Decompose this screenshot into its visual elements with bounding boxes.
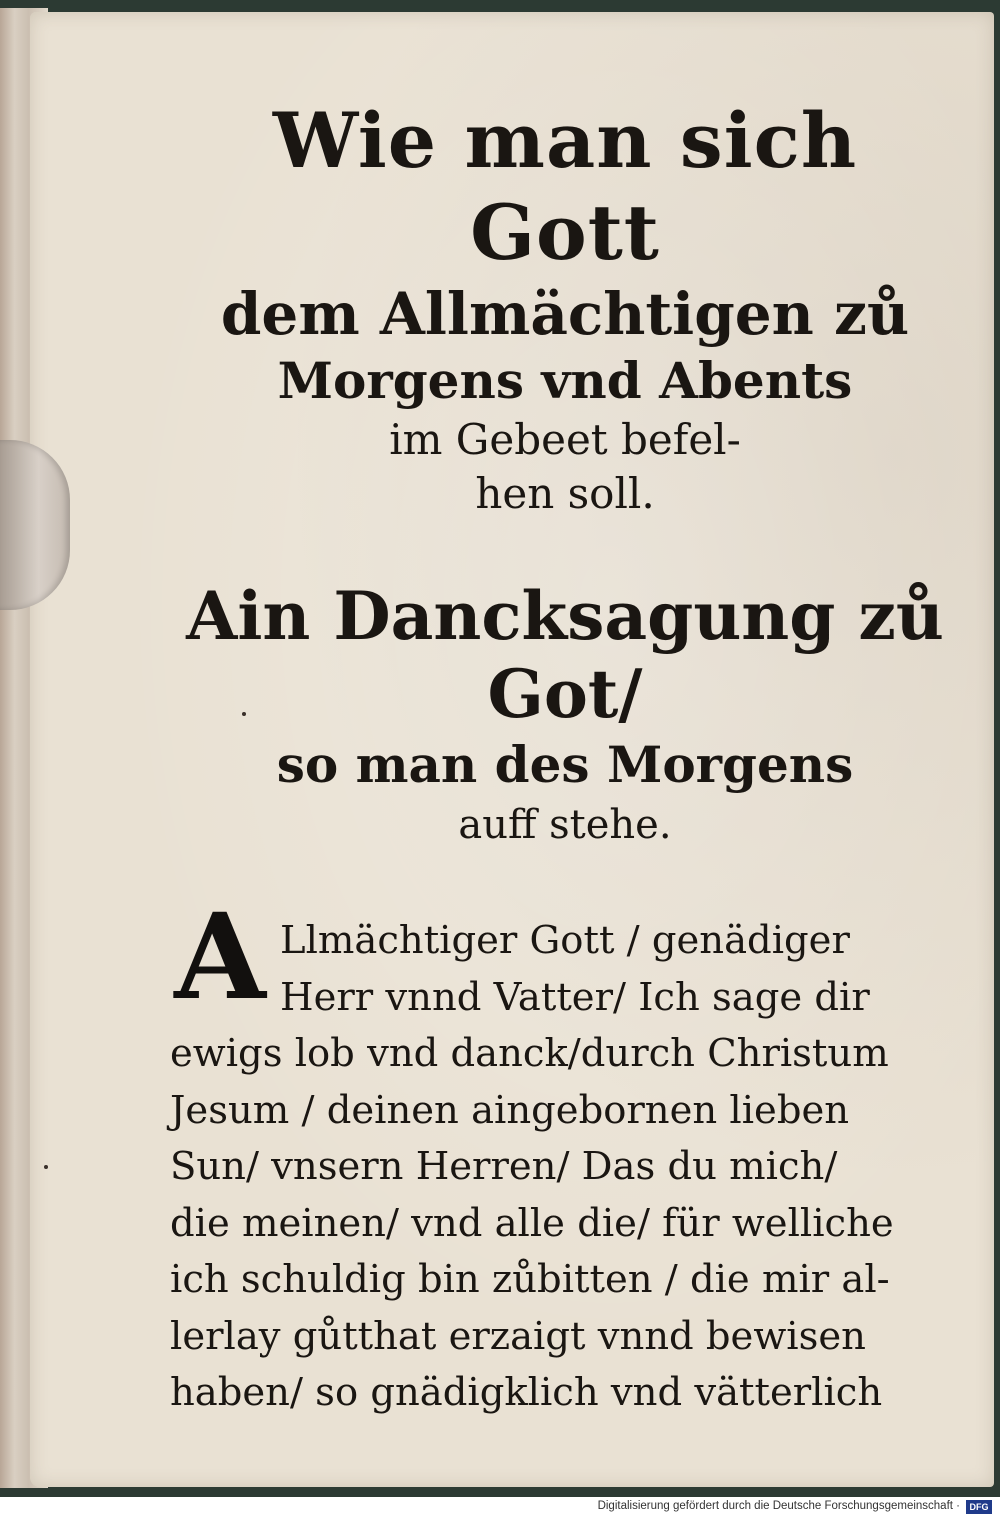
prayer-text (170, 887, 960, 1422)
text-line: lerlay gůtthat erzaigt vnnd bewisen (170, 1313, 866, 1359)
title-line: im Gebeet befel- (389, 415, 741, 464)
heading-line: Ain Dancksagung zů Got/ (186, 577, 944, 733)
title-line: Wie man sich Gott (272, 96, 858, 277)
page-text (170, 95, 960, 1422)
text-line: Llmächtiger Gott / genädiger (280, 918, 850, 963)
text-line: haben/ so gnädigklich vnd vätterlich (170, 1370, 883, 1415)
text-line: ewigs lob vnd danck/durch Christum (170, 1031, 889, 1076)
funding-credit: Digitalisierung gefördert durch die Deutsche Forschungsgemeinschaft · (597, 1500, 960, 1512)
heading-line: so man des Morgens (276, 735, 854, 794)
text-line: die meinen/ vnd alle die/ für welliche (170, 1200, 894, 1246)
text-line: Sun/ vnsern Herren/ Das du mich/ (170, 1144, 838, 1189)
dfg-logo-icon: DFG (966, 1500, 992, 1514)
footer-bar (0, 1497, 1000, 1518)
heading-line: auff stehe. (458, 802, 672, 848)
title-line: dem Allmächtigen zů (220, 280, 910, 348)
title-line: Morgens vnd Abents (277, 351, 853, 410)
ink-speck (44, 1165, 48, 1169)
decorated-initial: A (174, 887, 266, 1026)
page-title (170, 95, 960, 521)
section-heading (170, 577, 960, 853)
text-line: Jesum / deinen aingebornen lieben (170, 1087, 850, 1133)
text-line: ich schuldig bin zůbitten / die mir al- (170, 1257, 890, 1302)
title-line: hen soll. (475, 469, 655, 518)
text-line: Herr vnnd Vatter/ Ich sage dir (280, 974, 870, 1020)
